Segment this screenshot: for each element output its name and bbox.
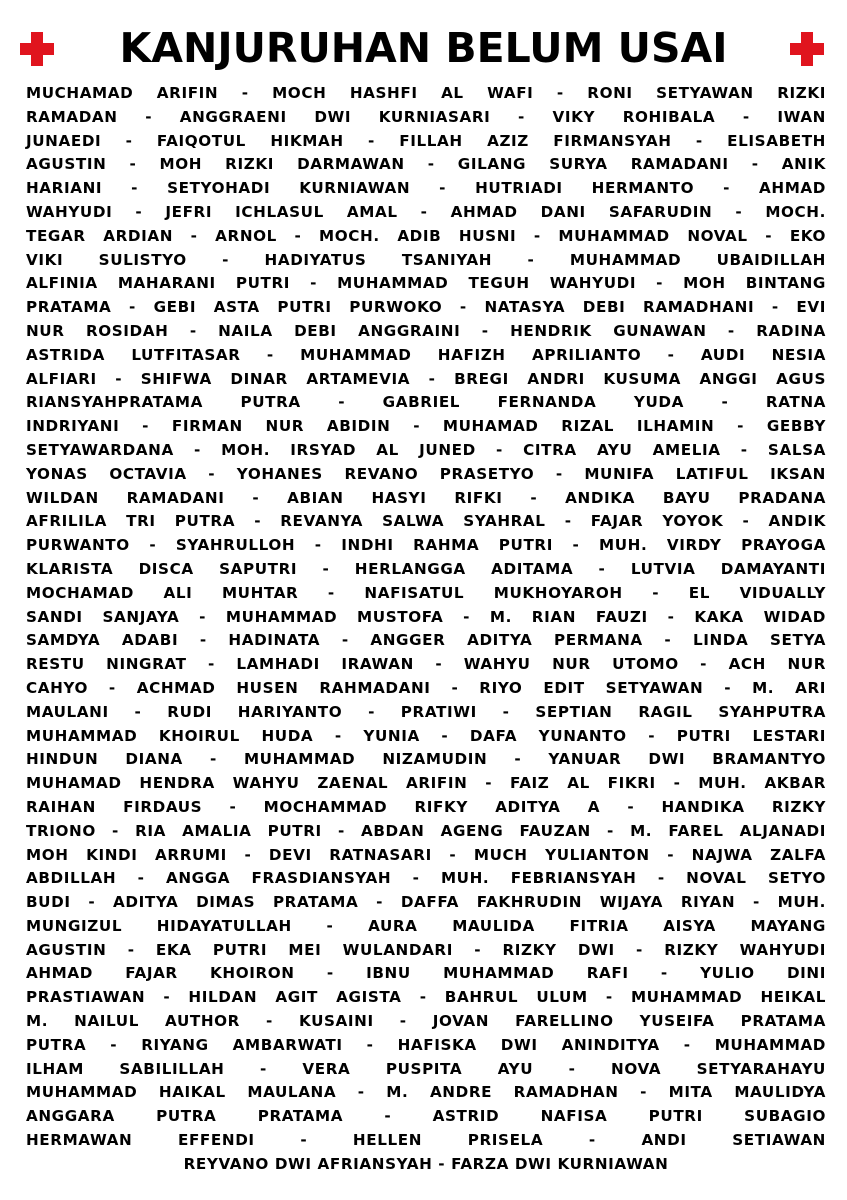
names-line: AHMAD FAJAR KHOIRON - IBNU MUHAMMAD RAFI - YULIO DINI — [26, 964, 826, 983]
names-line: TRIONO - RIA AMALIA PUTRI - ABDAN AGENG FAUZAN - M. FAREL ALJANADI — [26, 821, 826, 840]
names-line: M. NAILUL AUTHOR - KUSAINI - JOVAN FARELLINO YUSEIFA PRATAMA — [26, 1012, 826, 1031]
names-line: MUCHAMAD ARIFIN - MOCH HASHFI AL WAFI - RONI SETYAWAN RIZKI — [26, 84, 826, 102]
names-line: MUHAMAD HENDRA WAHYU ZAENAL ARIFIN - FAIZ AL FIKRI - MUH. AKBAR — [26, 774, 826, 793]
names-line: ANGGARA PUTRA PRATAMA - ASTRID NAFISA PUTRI SUBAGIO — [26, 1107, 826, 1126]
names-line: PURWANTO - SYAHRULLOH - INDHI RAHMA PUTRI - MUH. VIRDY PRAYOGA — [26, 536, 826, 555]
poster-title: KANJURUHAN BELUM USAI — [119, 24, 728, 72]
names-line: MOH KINDI ARRUMI - DEVI RATNASARI - MUCH YULIANTON - NAJWA ZALFA — [26, 845, 826, 864]
names-line: PRASTIAWAN - HILDAN AGIT AGISTA - BAHRUL ULUM - MUHAMMAD HEIKAL — [26, 988, 826, 1007]
names-line: ALFINIA MAHARANI PUTRI - MUHAMMAD TEGUH WAHYUDI - MOH BINTANG — [26, 274, 826, 293]
names-line: ABDILLAH - ANGGA FRASDIANSYAH - MUH. FEBRIANSYAH - NOVAL SETYO — [26, 869, 826, 888]
names-line: HARIANI - SETYOHADI KURNIAWAN - HUTRIADI HERMANTO - AHMAD — [26, 179, 826, 198]
names-line: CAHYO - ACHMAD HUSEN RAHMADANI - RIYO EDIT SETYAWAN - M. ARI — [26, 678, 826, 697]
names-line: PRATAMA - GEBI ASTA PUTRI PURWOKO - NATASYA DEBI RAMADHANI - EVI — [26, 298, 826, 317]
names-line: HERMAWAN EFFENDI - HELLEN PRISELA - ANDI SETIAWAN — [26, 1131, 826, 1150]
names-line: AGUSTIN - EKA PUTRI MEI WULANDARI - RIZKY DWI - RIZKY WAHYUDI — [26, 940, 826, 959]
names-line: SANDI SANJAYA - MUHAMMAD MUSTOFA - M. RIAN FAUZI - KAKA WIDAD — [26, 607, 826, 626]
red-cross-icon — [20, 32, 54, 66]
names-line: KLARISTA DISCA SAPUTRI - HERLANGGA ADITAMA - LUTVIA DAMAYANTI — [26, 559, 826, 578]
names-line: SETYAWARDANA - MOH. IRSYAD AL JUNED - CITRA AYU AMELIA - SALSA — [26, 440, 826, 459]
names-line: PUTRA - RIYANG AMBARWATI - HAFISKA DWI ANINDITYA - MUHAMMAD — [26, 1035, 826, 1054]
names-line: RIANSYAHPRATAMA PUTRA - GABRIEL FERNANDA YUDA - RATNA — [26, 393, 826, 412]
names-line: RAMADAN - ANGGRAENI DWI KURNIASARI - VIKY ROHIBALA - IWAN — [26, 107, 826, 126]
victim-names-list — [26, 82, 826, 1177]
names-line: MUNGIZUL HIDAYATULLAH - AURA MAULIDA FITRIA AISYA MAYANG — [26, 916, 826, 935]
names-line: BUDI - ADITYA DIMAS PRATAMA - DAFFA FAKHRUDIN WIJAYA RIYAN - MUH. — [26, 893, 826, 912]
names-line: MAULANI - RUDI HARIYANTO - PRATIWI - SEPTIAN RAGIL SYAHPUTRA — [26, 702, 826, 721]
red-cross-icon — [790, 32, 824, 66]
names-line: MUHAMMAD HAIKAL MAULANA - M. ANDRE RAMADHAN - MITA MAULIDYA — [26, 1083, 826, 1102]
names-line: MOCHAMAD ALI MUHTAR - NAFISATUL MUKHOYAROH - EL VIDUALLY — [26, 583, 826, 602]
names-line: ASTRIDA LUTFITASAR - MUHAMMAD HAFIZH APRILIANTO - AUDI NESIA — [26, 345, 826, 364]
names-line: WAHYUDI - JEFRI ICHLASUL AMAL - AHMAD DANI SAFARUDIN - MOCH. — [26, 202, 826, 221]
names-line: SAMDYA ADABI - HADINATA - ANGGER ADITYA PERMANA - LINDA SETYA — [26, 631, 826, 650]
names-line: ALFIARI - SHIFWA DINAR ARTAMEVIA - BREGI ANDRI KUSUMA ANGGI AGUS — [26, 369, 826, 388]
names-line: HINDUN DIANA - MUHAMMAD NIZAMUDIN - YANUAR DWI BRAMANTYO — [26, 750, 826, 769]
names-line: ILHAM SABILILLAH - VERA PUSPITA AYU - NOVA SETYARAHAYU — [26, 1059, 826, 1078]
names-line: REYVANO DWI AFRIANSYAH - FARZA DWI KURNIAWAN — [183, 1154, 669, 1173]
names-line: WILDAN RAMADANI - ABIAN HASYI RIFKI - ANDIKA BAYU PRADANA — [26, 488, 826, 507]
names-line: RAIHAN FIRDAUS - MOCHAMMAD RIFKY ADITYA A - HANDIKA RIZKY — [26, 797, 826, 816]
names-line: RESTU NINGRAT - LAMHADI IRAWAN - WAHYU NUR UTOMO - ACH NUR — [26, 655, 826, 674]
names-line: TEGAR ARDIAN - ARNOL - MOCH. ADIB HUSNI - MUHAMMAD NOVAL - EKO — [26, 226, 826, 245]
names-line: INDRIYANI - FIRMAN NUR ABIDIN - MUHAMAD RIZAL ILHAMIN - GEBBY — [26, 417, 826, 436]
names-line: NUR ROSIDAH - NAILA DEBI ANGGRAINI - HENDRIK GUNAWAN - RADINA — [26, 321, 826, 340]
names-line: VIKI SULISTYO - HADIYATUS TSANIYAH - MUHAMMAD UBAIDILLAH — [26, 250, 826, 269]
names-line: AFRILILA TRI PUTRA - REVANYA SALWA SYAHRAL - FAJAR YOYOK - ANDIK — [26, 512, 826, 531]
names-line: JUNAEDI - FAIQOTUL HIKMAH - FILLAH AZIZ FIRMANSYAH - ELISABETH — [26, 131, 826, 150]
names-line: MUHAMMAD KHOIRUL HUDA - YUNIA - DAFA YUNANTO - PUTRI LESTARI — [26, 726, 826, 745]
poster-header — [0, 22, 847, 74]
names-line: YONAS OCTAVIA - YOHANES REVANO PRASETYO - MUNIFA LATIFUL IKSAN — [26, 464, 826, 483]
names-line: AGUSTIN - MOH RIZKI DARMAWAN - GILANG SURYA RAMADANI - ANIK — [26, 155, 826, 174]
